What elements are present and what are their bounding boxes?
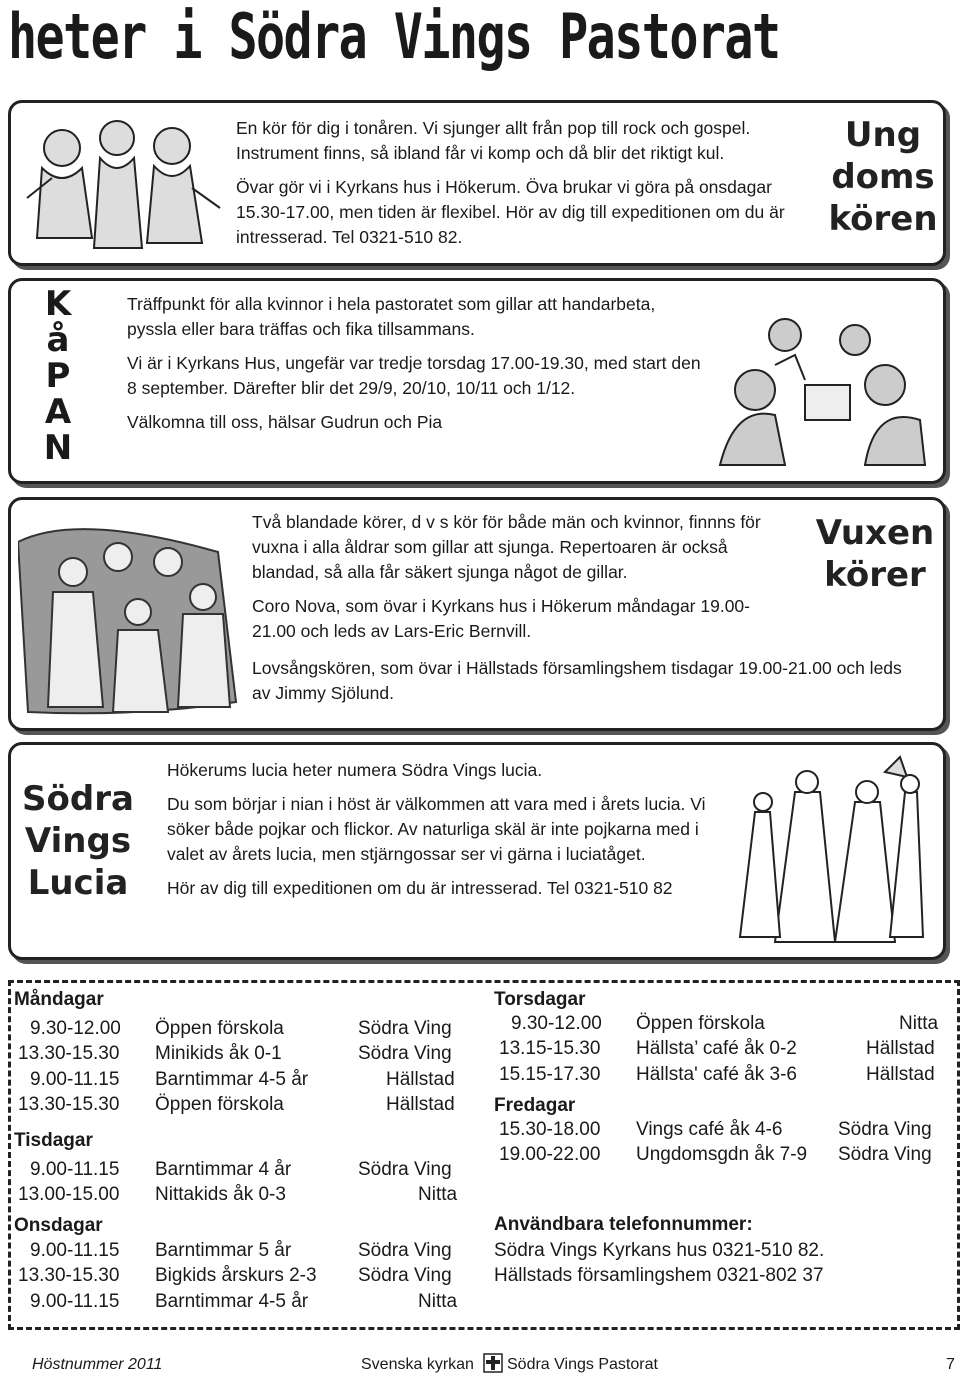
- phones-heading: Användbara telefonnummer:: [494, 1214, 753, 1235]
- day-mandagar: Måndagar: [14, 989, 104, 1010]
- lucia-p3: Hör av dig till expeditionen om du är intresserad. Tel 0321-510 82: [167, 878, 673, 898]
- kapan-p2: Vi är i Kyrkans Hus, ungefär var tredje torsdag 17.00-19.30, med start den 8 september. Därefter blir det 29/9, 20/10, 10/11 och 1/12.: [127, 353, 701, 398]
- footer-pastorat: Södra Vings Pastorat: [507, 1356, 658, 1373]
- ungdomskoren-text: [236, 116, 811, 259]
- ungdomskoren-p2: Övar gör vi i Kyrkans hus i Hökerum. Öva brukar vi göra på onsdagar 15.30-17.00, men tiden är flexibel. Hör av dig till expeditionen om du är intresserad. Tel 0321-510 82.: [236, 177, 785, 247]
- day-torsdagar: Torsdagar: [494, 989, 586, 1010]
- lucia-heading: Södra Vings Lucia: [22, 779, 134, 903]
- kapan-p1: Träffpunkt för alla kvinnor i hela pastoratet som gillar att handarbeta, pyssla eller bara träffas och fika tillsammans.: [127, 294, 656, 339]
- ungdomskoren-p1: En kör för dig i tonåren. Vi sjunger allt från pop till rock och gospel. Instrument finns, så ibland får vi komp och då blir det riktigt kul.: [236, 118, 751, 163]
- kapan-text: [127, 292, 707, 444]
- phone-line: Hällstads församlingshem 0321-802 37: [494, 1265, 824, 1286]
- page-title: heter i Södra Vings Pastorat: [8, 0, 780, 73]
- lucia-p1: Hökerums lucia heter numera Södra Vings lucia.: [167, 760, 543, 780]
- ungdomskoren-heading: Ung doms kören: [828, 115, 938, 239]
- lucia-p2: Du som börjar i nian i höst är välkommen att vara med i årets lucia. Vi söker både pojkar och flickor. Av naturliga skäl är inte pojkarna med i valet av årets lucia, men stjärngossar ser vi gärna i luciatåget.: [167, 794, 706, 864]
- kapan-p3: Välkomna till oss, hälsar Gudrun och Pia: [127, 412, 443, 432]
- vuxenkorer-p2: Coro Nova, som övar i Kyrkans hus i Hökerum måndagar 19.00-21.00 och leds av Lars-Eric Bernvill.: [252, 596, 750, 641]
- footer-org: Svenska kyrkan: [361, 1356, 474, 1373]
- vuxenkorer-p1: Två blandade körer, d v s kör för både män och kvinnor, finnns för vuxna i alla åldrar som gillar att sjunga. Repertoaren är också blandad, så alla får säkert sjunga något de gillar.: [252, 512, 761, 582]
- page-number: 7: [946, 1356, 955, 1373]
- footer-issue: Höstnummer 2011: [32, 1356, 163, 1373]
- vuxenkorer-text: [252, 510, 792, 653]
- lucia-text: [167, 758, 707, 910]
- handicraft-illustration: [715, 305, 930, 470]
- day-onsdagar: Onsdagar: [14, 1215, 103, 1236]
- vuxenkorer-heading: Vuxen körer: [815, 513, 935, 595]
- day-tisdagar: Tisdagar: [14, 1130, 93, 1151]
- lucia-procession-illustration: [735, 752, 925, 947]
- youth-choir-illustration: [22, 108, 222, 253]
- church-cross-icon: [483, 1353, 503, 1373]
- day-fredagar: Fredagar: [494, 1095, 576, 1116]
- phone-line: Södra Vings Kyrkans hus 0321-510 82.: [494, 1240, 825, 1261]
- vuxenkorer-p3: Lovsångskören, som övar i Hällstads församlingshem tisdagar 19.00-21.00 och leds av Jimmy Sjölund.: [252, 658, 902, 703]
- kapan-heading: K å P A N: [43, 284, 73, 468]
- adult-choir-illustration: [18, 512, 238, 717]
